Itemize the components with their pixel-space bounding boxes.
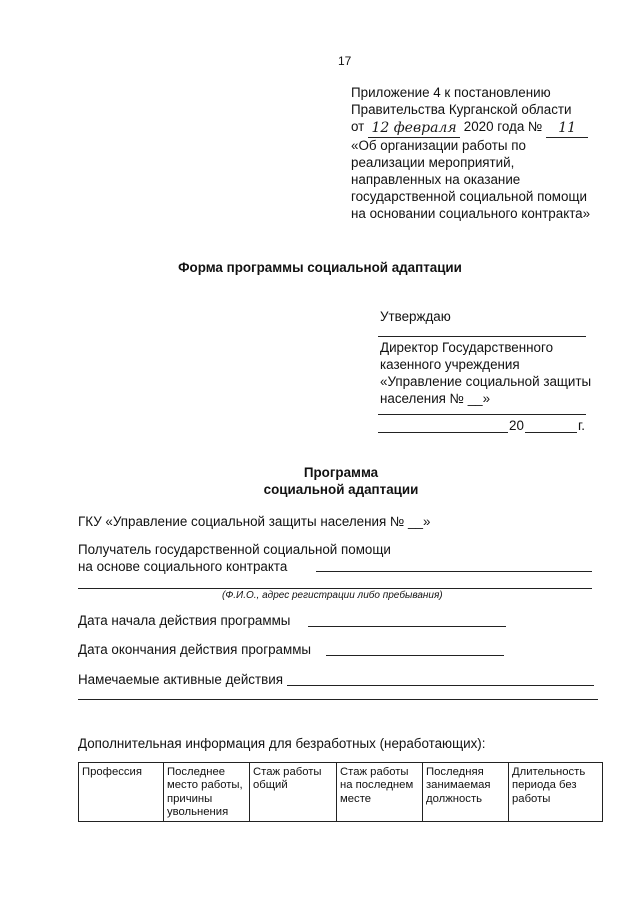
appendix-line-6: направленных на оказание (351, 172, 521, 187)
appendix-number-handwritten: 11 (546, 119, 588, 138)
page-number: 17 (338, 54, 352, 68)
approval-line-3: «Управление социальной защиты (380, 374, 592, 389)
approval-line-1: Директор Государственного (380, 340, 554, 355)
appendix-date-middle: 2020 года № (463, 119, 543, 134)
approval-line-4: населения № __» (380, 391, 491, 406)
approval-year-suffix: г. (578, 418, 585, 433)
table-header-cell: Стаж работы общий (250, 763, 337, 822)
table-header-cell: Длительность периода без работы (509, 763, 603, 822)
approval-signature-line (378, 336, 586, 337)
start-date-fill-line[interactable] (308, 626, 506, 627)
recipient-fill-line[interactable] (316, 571, 592, 572)
approval-line-2: казенного учреждения (380, 357, 520, 372)
table-header-cell: Последняя занимаемая должность (423, 763, 509, 822)
start-date-label: Дата начала действия программы (78, 613, 291, 628)
approval-name-line (378, 414, 586, 415)
end-date-label: Дата окончания действия программы (78, 642, 312, 657)
approval-year-prefix: 20 (509, 418, 524, 433)
actions-fill-line-2[interactable] (78, 699, 598, 700)
approval-date-line-left (378, 432, 508, 433)
additional-info-label: Дополнительная информация для безработных (неработающих): (78, 736, 486, 751)
appendix-line-3 (351, 118, 590, 137)
unemployed-info-table (78, 762, 603, 822)
recipient-line-2: на основе социального контракта (78, 559, 288, 574)
appendix-line-8: на основании социального контракта» (351, 206, 591, 221)
table-header-cell: Стаж работы на последнем месте (337, 763, 423, 822)
appendix-date-prefix: от (351, 119, 365, 134)
appendix-line-2: Правительства Курганской области (351, 102, 572, 117)
table-header-cell: Профессия (79, 763, 164, 822)
approval-date-line-right (525, 432, 577, 433)
appendix-line-1: Приложение 4 к постановлению (351, 85, 551, 100)
end-date-fill-line[interactable] (326, 655, 504, 656)
appendix-line-4: «Об организации работы по (351, 138, 526, 153)
recipient-fill-line-2[interactable] (78, 588, 592, 589)
appendix-line-7: государственной социальной помощи (351, 189, 587, 204)
program-title-line-1: Программа (303, 465, 379, 480)
approval-block (380, 339, 591, 407)
approval-approve: Утверждаю (380, 309, 451, 324)
program-title-line-2: социальной адаптации (263, 482, 419, 497)
form-title: Форма программы социальной адаптации (178, 260, 462, 275)
table-header-row (79, 763, 603, 822)
appendix-line-5: реализации мероприятий, (351, 155, 515, 170)
appendix-date-handwritten: 12 февраля (368, 119, 460, 138)
recipient-line-1: Получатель государственной социальной помощи (78, 542, 391, 557)
appendix-block (351, 84, 590, 222)
gku-line: ГКУ «Управление социальной защиты населения № __» (78, 514, 431, 529)
recipient-caption: (Ф.И.О., адрес регистрации либо пребывания) (222, 590, 443, 601)
table-header-cell: Последнее место работы, причины увольнения (164, 763, 250, 822)
actions-label: Намечаемые активные действия (78, 672, 283, 687)
actions-fill-line[interactable] (287, 685, 594, 686)
